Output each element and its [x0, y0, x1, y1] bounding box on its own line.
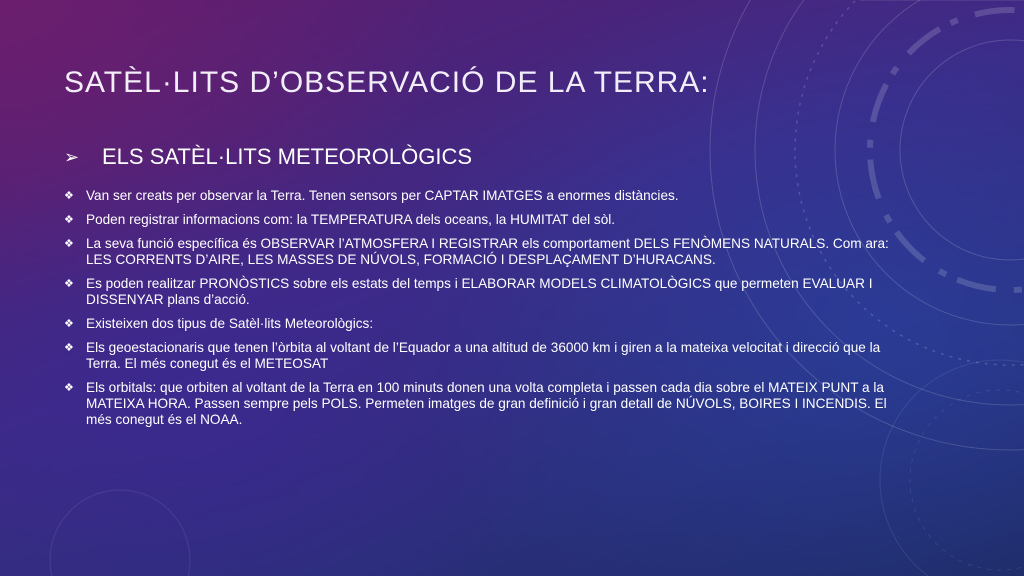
diamond-bullet-icon: ❖ [64, 382, 74, 394]
bullet-item [64, 276, 914, 308]
diamond-bullet-icon: ❖ [64, 342, 74, 354]
bullet-text: Existeixen dos tipus de Satèl·lits Meteorològics: [86, 316, 374, 331]
bullet-item [64, 188, 914, 204]
diamond-bullet-icon: ❖ [64, 238, 74, 250]
bullet-text: Els geoestacionaris que tenen l’òrbita al voltant de l’Equador a una altitud de 36000 km i giren a la mateixa velocitat i direcció que la Terra. El més conegut és el METEOSAT [86, 340, 881, 371]
bullet-item [64, 380, 914, 428]
bullet-text: Van ser creats per observar la Terra. Tenen sensors per CAPTAR IMATGES a enormes distàncies. [86, 188, 679, 203]
section-heading [64, 144, 472, 170]
bullet-item [64, 236, 914, 268]
bullet-text: Els orbitals: que orbiten al voltant de la Terra en 100 minuts donen una volta completa i passen cada dia sobre el MATEIX PUNT a la MATEIXA HORA. Passen sempre pels POLS. Permeten imatges de gran definició i gran detall de NÚVOLS, BOIRES I INCENDIS. El més conegut és el NOAA. [86, 380, 887, 427]
bullet-text: Es poden realitzar PRONÒSTICS sobre els estats del temps i ELABORAR MODELS CLIMATOLÒGICS que permeten EVALUAR I DISSENYAR plans d’acció. [86, 276, 873, 307]
diamond-bullet-icon: ❖ [64, 214, 74, 226]
bullet-text: La seva funció específica és OBSERVAR l’ATMOSFERA I REGISTRAR els comportament DELS FENÒMENS NATURALS. Com ara: LES CORRENTS D’AIRE, LES MASSES DE NÚVOLS, FORMACIÓ I DESPLAÇAMENT D’HURACANS. [86, 236, 889, 267]
bullet-list [64, 188, 914, 436]
slide-title: SATÈL·LITS D’OBSERVACIÓ DE LA TERRA: [64, 66, 710, 99]
bullet-item [64, 316, 914, 332]
bullet-item [64, 212, 914, 228]
diamond-bullet-icon: ❖ [64, 318, 74, 330]
diamond-bullet-icon: ❖ [64, 190, 74, 202]
bullet-text: Poden registrar informacions com: la TEMPERATURA dels oceans, la HUMITAT del sòl. [86, 212, 616, 227]
diamond-bullet-icon: ❖ [64, 278, 74, 290]
section-heading-label: ELS SATÈL·LITS METEOROLÒGICS [102, 144, 473, 169]
arrow-bullet-icon: ➢ [64, 146, 80, 167]
bullet-item [64, 340, 914, 372]
